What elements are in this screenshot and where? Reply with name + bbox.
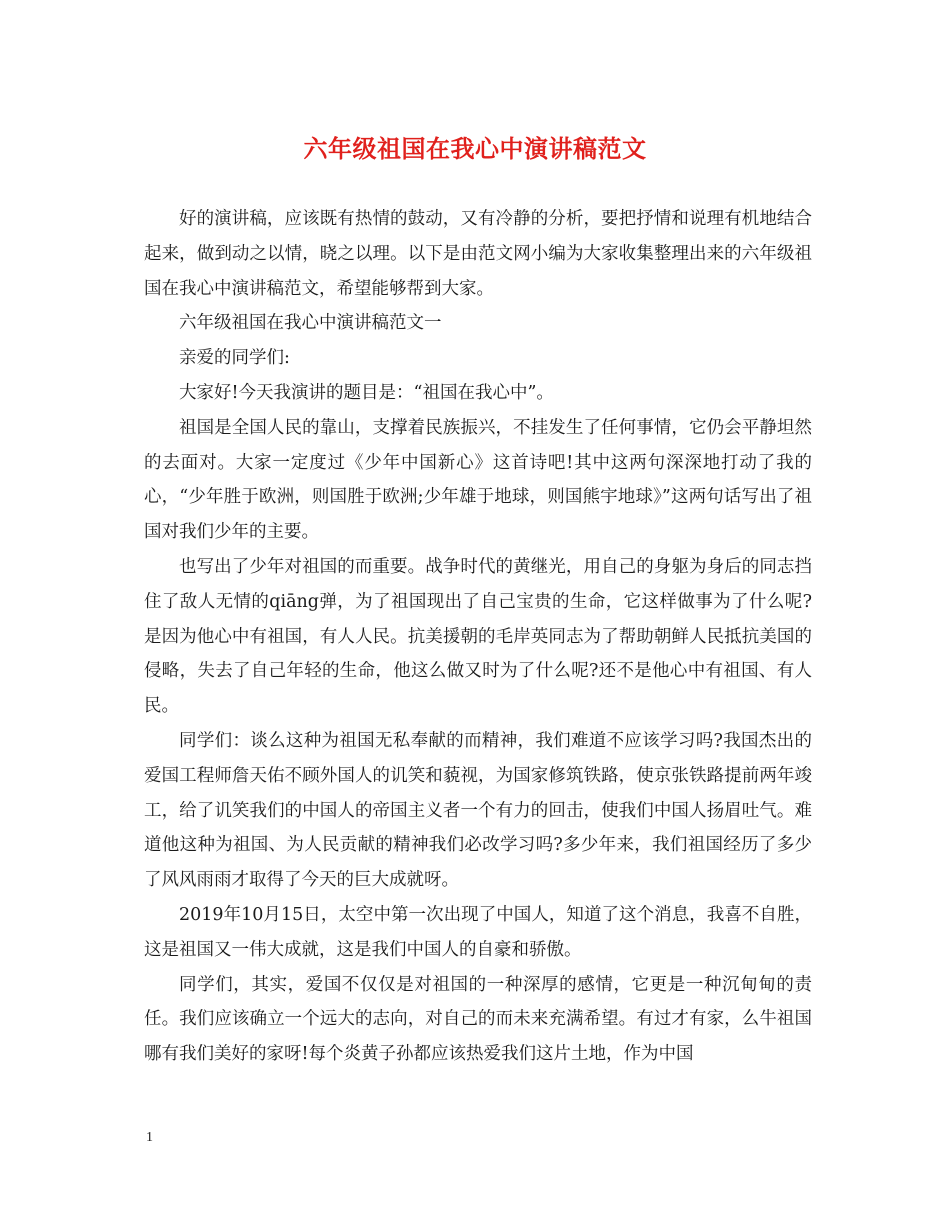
page-number: 1 [146, 1130, 153, 1145]
paragraph-section-heading: 六年级祖国在我心中演讲稿范文一 [179, 313, 442, 334]
paragraph-greeting: 大家好!今天我演讲的题目是：“祖国在我心中”。 [179, 382, 554, 403]
paragraph-salutation: 亲爱的同学们: [179, 348, 290, 369]
paragraph-body-5: 同学们，其实，爱国不仅仅是对祖国的一种深厚的感情，它更是一种沉甸甸的责任。我们应该确立一个远大的志向，对自己的而未来充满希望。有过才有家，么牛祖国哪有我们美好的家呀!每个炎黄子孙都应该热爱我们这片土地，作为中国 [144, 974, 812, 1065]
paragraph-body-1: 祖国是全国人民的靠山，支撑着民族振兴，不挂发生了任何事情，它仍会平静坦然的去面对。大家一定度过《少年中国新心》这首诗吧!其中这两句深深地打动了我的心，“少年胜于欧洲，则国胜于欧洲;少年雄于地球，则国熊宇地球》”这两句话写出了祖国对我们少年的主要。 [144, 417, 812, 543]
paragraph-body-3: 同学们：谈么这种为祖国无私奉献的而精神，我们难道不应该学习吗?我国杰出的爱国工程师詹天佑不顾外国人的讥笑和藐视，为国家修筑铁路，使京张铁路提前两年竣工，给了讥笑我们的中国人的帝国主义者一个有力的回击，使我们中国人扬眉吐气。难道他这种为祖国、为人民贡献的精神我们必改学习吗?多少年来，我们祖国经历了多少了风风雨雨才取得了今天的巨大成就呀。 [144, 730, 812, 891]
paragraph-body-2: 也写出了少年对祖国的而重要。战争时代的黄继光，用自己的身躯为身后的同志挡住了敌人无情的qiāng弹，为了祖国现出了自己宝贵的生命，它这样做事为了什么呢?是因为他心中有祖国，有人人民。抗美援朝的毛岸英同志为了帮助朝鲜人民抵抗美国的侵略，失去了自己年轻的生命，他这么做又时为了什么呢?还不是他心中有祖国、有人民。 [144, 556, 812, 717]
paragraph-body-4: 2019年10月15日，太空中第一次出现了中国人，知道了这个消息，我喜不自胜，这是祖国又一伟大成就，这是我们中国人的自豪和骄傲。 [144, 904, 812, 960]
paragraph-intro: 好的演讲稿，应该既有热情的鼓动，又有冷静的分析，要把抒情和说理有机地结合起来，做到动之以情，晓之以理。以下是由范文网小编为大家收集整理出来的六年级祖国在我心中演讲稿范文，希望能够帮到大家。 [144, 209, 812, 299]
document-body [144, 202, 812, 1072]
document-title: 六年级祖国在我心中演讲稿范文 [303, 134, 647, 163]
